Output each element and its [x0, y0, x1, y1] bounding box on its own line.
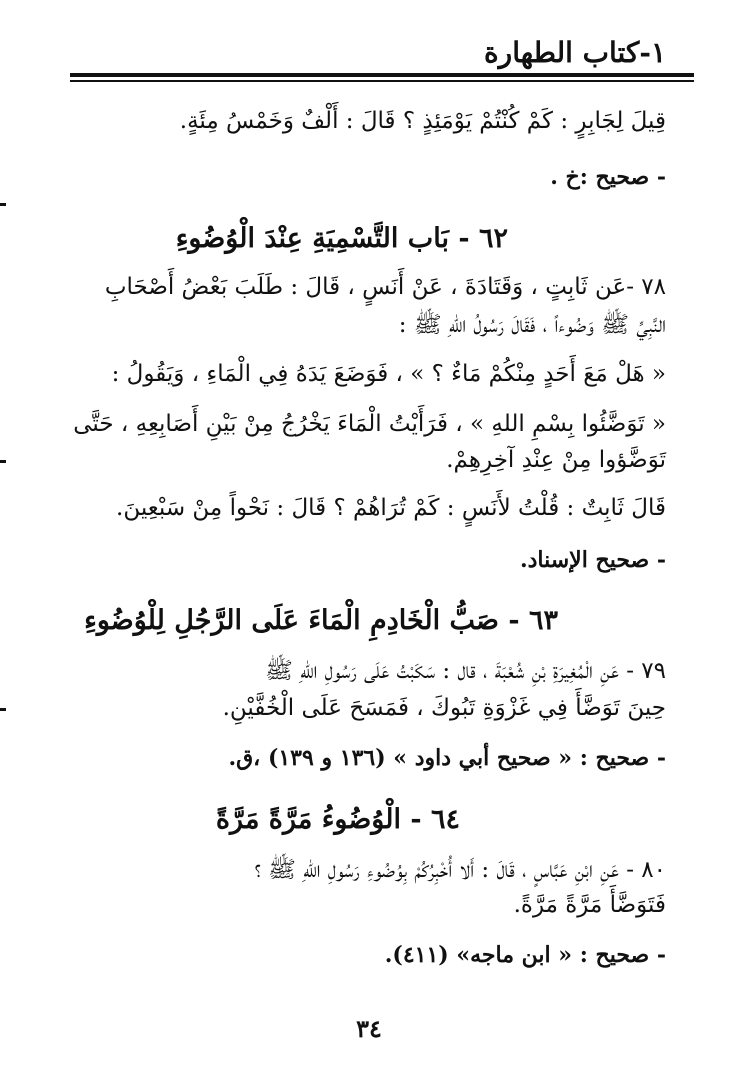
grade-80: - صحيح : « ابن ماجه» (٤١١).: [384, 942, 666, 968]
page-number: ٣٤: [356, 1014, 382, 1043]
section-heading-62: ٦٢ - بَاب التَّسْمِيَةِ عِنْدَ الْوُضُوءِ: [175, 223, 508, 254]
hadith-79-line-1: ٧٩ - عَنِ الْمُغِيرَةِ بْنِ شُعْبَةَ ، قال : سَكَبْتُ عَلَى رَسُولِ اللهِ ﷺ: [265, 658, 666, 684]
margin-mark: [0, 203, 6, 206]
grade-79: - صحيح : « صحيح أبي داود » (١٣٦ و ١٣٩) ،ق.: [228, 745, 666, 771]
hadith-79-line-2: حِينَ تَوَضَّأَ فِي غَزْوَةِ تَبُوكَ ، فَمَسَحَ عَلَى الْخُفَّيْنِ.: [222, 695, 666, 721]
hadith-80-line-2: فَتَوَضَّأَ مَرَّةً مَرَّةً.: [513, 892, 666, 918]
grade-78: - صحيح الإسناد.: [519, 547, 666, 573]
section-heading-64: ٦٤ - الْوُضُوءُ مَرَّةً مَرَّةً: [215, 804, 460, 835]
margin-mark: [0, 708, 6, 711]
hadith-78-line-1: ٧٨ -عَن ثَابِتٍ ، وَقَتَادَةَ ، عَنْ أَنَسٍ ، قَالَ : طَلَبَ بَعْضُ أَصْحَابِ: [104, 274, 666, 300]
header-rule-thin: [70, 80, 694, 82]
chapter-header: ١-كتاب الطهارة: [484, 36, 666, 69]
hadith-78-line-4: « تَوَضَّئُوا بِسْمِ اللهِ » ، فَرَأَيْتُ الْمَاءَ يَخْرُجُ مِنْ بَيْنِ أَصَابِعِهِ ، حَتَّى: [73, 411, 666, 437]
section-heading-63: ٦٣ - صَبُّ الْخَادِمِ الْمَاءَ عَلَى الرَّجُلِ لِلْوُضُوءِ: [84, 605, 558, 636]
hadith-78-line-6: قَالَ ثَابِتٌ : قُلْتُ لأَنَسٍ : كَمْ تُرَاهُمْ ؟ قَالَ : نَحْواً مِنْ سَبْعِينَ.: [116, 495, 666, 521]
hadith-77-ending: قِيلَ لِجَابِرٍ : كَمْ كُنْتُمْ يَوْمَئِذٍ ؟ قَالَ : أَلْفٌ وَخَمْسُ مِئَةٍ.: [179, 108, 666, 134]
hadith-78-line-2: النَّبِيِّ ﷺ وَضُوءاً ، فَقَالَ رَسُولُ اللهِ ﷺ :: [398, 312, 666, 338]
grade-77: - صحيح :خ .: [550, 164, 666, 190]
hadith-80-line-1: ٨٠ - عَنِ ابْنِ عَبَّاسٍ ، قَالَ : أَلا أُخْبِرُكُمْ بِوُضُوءِ رَسُولِ اللهِ ﷺ ؟: [254, 857, 666, 883]
hadith-78-line-5: تَوَضَّؤوا مِنْ عِنْدِ آخِرِهِمْ.: [446, 447, 666, 473]
margin-mark: [0, 460, 6, 463]
header-rule-thick: [70, 73, 694, 77]
hadith-78-line-3: « هَلْ مَعَ أَحَدٍ مِنْكُمْ مَاءٌ ؟ » ، فَوَضَعَ يَدَهُ فِي الْمَاءِ ، وَيَقُولُ :: [111, 361, 666, 387]
